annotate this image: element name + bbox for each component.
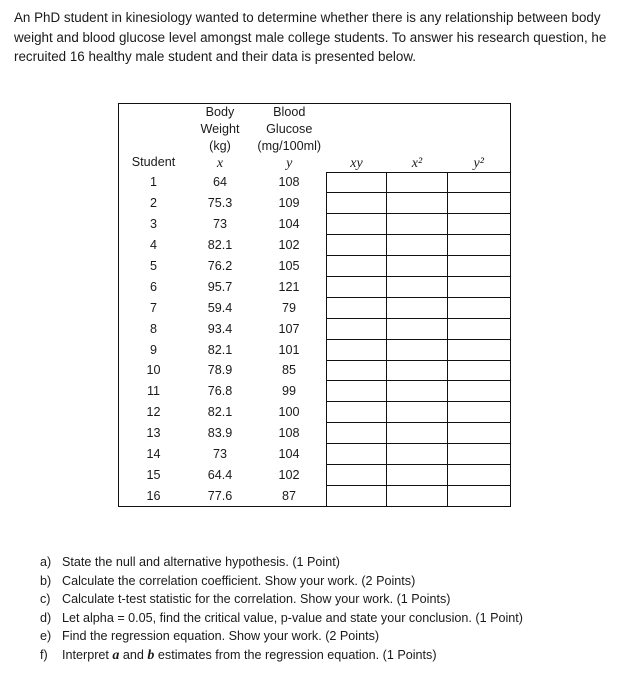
cell-xy-blank[interactable] <box>327 193 387 214</box>
cell-x2-blank[interactable] <box>387 318 448 339</box>
cell-xy-blank[interactable] <box>327 339 387 360</box>
cell-glucose: 102 <box>278 467 300 482</box>
question-d <box>40 609 523 628</box>
cell-x2-blank[interactable] <box>387 485 448 506</box>
table-row <box>119 193 511 214</box>
cell-glucose: 101 <box>278 342 300 357</box>
cell-weight: 64.4 <box>207 467 233 482</box>
header-x2-label: x² <box>411 155 423 171</box>
table-row <box>119 402 511 423</box>
cell-student: 8 <box>119 318 189 339</box>
symbol-b: b <box>147 647 155 663</box>
cell-student: 13 <box>119 423 189 444</box>
table-body <box>119 172 511 506</box>
question-b-text: Calculate the correlation coefficient. Show your work. (2 Points) <box>62 573 416 588</box>
cell-y2-blank[interactable] <box>448 318 511 339</box>
cell-weight: 59.4 <box>207 300 233 315</box>
question-f-label: f) <box>40 647 48 662</box>
symbol-a: a <box>112 647 120 663</box>
intro-line-3 <box>14 47 609 67</box>
cell-weight: 76.2 <box>207 259 233 273</box>
cell-xy-blank[interactable] <box>327 360 387 381</box>
problem-intro <box>14 8 609 67</box>
question-e-label: e) <box>40 629 52 644</box>
question-e <box>40 627 523 646</box>
question-c <box>40 590 523 609</box>
header-xy-label: xy <box>350 155 363 171</box>
cell-glucose: 105 <box>278 259 300 273</box>
table-row <box>119 276 511 297</box>
cell-y2-blank[interactable] <box>448 172 511 193</box>
header-weight <box>188 104 252 173</box>
cell-y2-blank[interactable] <box>448 193 511 214</box>
cell-student: 7 <box>119 297 189 318</box>
question-a-text: State the null and alternative hypothesis. (1 Point) <box>62 555 340 569</box>
cell-xy-blank[interactable] <box>327 256 387 277</box>
cell-weight: 64 <box>212 175 227 190</box>
cell-glucose: 109 <box>278 196 300 211</box>
cell-glucose: 87 <box>252 485 327 506</box>
cell-xy-blank[interactable] <box>327 402 387 423</box>
table-row <box>119 360 511 381</box>
header-student <box>119 104 189 173</box>
question-f-pre: Interpret <box>62 647 113 662</box>
cell-xy-blank[interactable] <box>327 235 387 256</box>
cell-student: 11 <box>119 381 189 402</box>
intro-sample-size: 16 <box>69 49 85 64</box>
cell-x2-blank[interactable] <box>387 339 448 360</box>
cell-x2-blank[interactable] <box>387 172 448 193</box>
cell-x2-blank[interactable] <box>387 297 448 318</box>
cell-weight: 83.9 <box>207 426 233 441</box>
question-e-text: Find the regression equation. Show your work. (2 Points) <box>62 629 380 644</box>
cell-glucose: 107 <box>278 321 300 336</box>
cell-y2-blank[interactable] <box>448 276 511 297</box>
cell-student: 12 <box>119 402 189 423</box>
table-row <box>119 464 511 485</box>
cell-glucose: 108 <box>278 426 300 441</box>
header-y2-label: y² <box>473 155 484 171</box>
cell-glucose: 104 <box>278 447 300 462</box>
intro-line-1: An PhD student in kinesiology wanted to determine whether there is any relationship between body <box>14 10 601 25</box>
cell-student: 2 <box>119 193 189 214</box>
intro-line-3-post: healthy male student and their data is presented below. <box>84 49 416 64</box>
cell-x2-blank[interactable] <box>387 381 448 402</box>
question-b-label: b) <box>40 573 52 588</box>
cell-weight: 95.7 <box>207 279 233 294</box>
cell-xy-blank[interactable] <box>327 276 387 297</box>
cell-xy-blank[interactable] <box>327 381 387 402</box>
cell-student: 15 <box>119 464 189 485</box>
cell-weight: 93.4 <box>207 321 233 336</box>
cell-x2-blank[interactable] <box>387 464 448 485</box>
table-row <box>119 381 511 402</box>
intro-line-3-pre: recruited <box>14 49 70 64</box>
cell-student: 14 <box>119 444 189 465</box>
cell-y2-blank[interactable] <box>448 402 511 423</box>
question-f-mid: and <box>119 647 148 662</box>
cell-y2-blank[interactable] <box>448 297 511 318</box>
question-d-label: d) <box>40 610 52 625</box>
table-row <box>119 444 511 465</box>
cell-weight: 73 <box>212 447 227 462</box>
cell-y2-blank[interactable] <box>448 214 511 235</box>
question-c-label: c) <box>40 592 51 607</box>
cell-xy-blank[interactable] <box>327 297 387 318</box>
cell-weight: 75.3 <box>207 196 233 211</box>
question-list <box>40 553 523 666</box>
cell-glucose: 79 <box>281 300 296 315</box>
data-table <box>118 103 511 507</box>
header-glucose-line3: (mg/100ml) <box>257 139 322 153</box>
question-f <box>40 646 523 666</box>
cell-glucose: 99 <box>281 384 296 399</box>
cell-y2-blank[interactable] <box>448 256 511 277</box>
cell-glucose: 108 <box>278 175 300 190</box>
header-glucose <box>252 104 327 173</box>
cell-x2-blank[interactable] <box>387 444 448 465</box>
cell-weight: 82.1 <box>207 342 233 357</box>
cell-student: 6 <box>119 276 189 297</box>
question-a <box>40 553 523 572</box>
header-glucose-line2: Glucose <box>266 122 313 136</box>
cell-xy-blank[interactable] <box>327 214 387 235</box>
cell-x2-blank[interactable] <box>387 360 448 381</box>
header-glucose-line1: Blood <box>273 105 306 119</box>
cell-weight: 82.1 <box>207 405 233 420</box>
cell-x2-blank[interactable] <box>387 256 448 277</box>
cell-y2-blank[interactable] <box>448 423 511 444</box>
cell-x2-blank[interactable] <box>387 423 448 444</box>
table-row <box>119 172 511 193</box>
cell-xy-blank[interactable] <box>327 318 387 339</box>
table-row <box>119 256 511 277</box>
header-weight-var: x <box>216 156 224 171</box>
header-glucose-var: y <box>286 156 293 171</box>
cell-y2-blank[interactable] <box>448 485 511 506</box>
cell-xy-blank[interactable] <box>327 423 387 444</box>
table-row <box>119 423 511 444</box>
cell-xy-blank[interactable] <box>327 464 387 485</box>
header-x2 <box>387 104 448 173</box>
cell-y2-blank[interactable] <box>448 444 511 465</box>
table-row <box>119 235 511 256</box>
cell-student: 10 <box>119 360 189 381</box>
cell-xy-blank[interactable] <box>327 172 387 193</box>
cell-x2-blank[interactable] <box>387 214 448 235</box>
header-weight-line3: (kg) <box>209 139 231 153</box>
question-c-text: Calculate t-test statistic for the correlation. Show your work. (1 Points) <box>62 592 451 607</box>
cell-student: 3 <box>119 214 189 235</box>
question-f-text <box>62 646 437 666</box>
question-f-post: estimates from the regression equation. (1 Points) <box>154 647 437 662</box>
cell-y2-blank[interactable] <box>448 339 511 360</box>
header-y2 <box>448 104 511 173</box>
header-xy <box>327 104 387 173</box>
cell-student: 9 <box>119 339 189 360</box>
cell-xy-blank[interactable] <box>327 444 387 465</box>
table-row <box>119 297 511 318</box>
header-weight-line2: Weight <box>200 122 240 136</box>
cell-y2-blank[interactable] <box>448 360 511 381</box>
cell-x2-blank[interactable] <box>387 193 448 214</box>
question-b <box>40 572 523 591</box>
cell-weight: 82.1 <box>207 238 233 253</box>
cell-xy-blank[interactable] <box>327 485 387 506</box>
cell-x2-blank[interactable] <box>387 276 448 297</box>
cell-weight: 77.6 <box>188 485 252 506</box>
table-row <box>119 214 511 235</box>
cell-glucose: 121 <box>278 279 300 294</box>
cell-glucose: 100 <box>278 405 300 420</box>
cell-y2-blank[interactable] <box>448 381 511 402</box>
cell-student: 1 <box>119 172 189 193</box>
cell-glucose: 85 <box>281 363 296 378</box>
cell-y2-blank[interactable] <box>448 464 511 485</box>
cell-weight: 73 <box>212 217 227 232</box>
question-d-text: Let alpha = 0.05, find the critical value, p-value and state your conclusion. (1 Point) <box>62 610 523 625</box>
question-a-label: a) <box>40 555 52 569</box>
cell-x2-blank[interactable] <box>387 402 448 423</box>
cell-glucose: 104 <box>278 217 300 232</box>
cell-weight: 76.8 <box>207 384 233 399</box>
cell-student: 4 <box>119 235 189 256</box>
table-row <box>119 339 511 360</box>
table-row <box>119 318 511 339</box>
cell-student: 16 <box>119 485 189 506</box>
cell-weight: 78.9 <box>207 363 233 378</box>
intro-line-2: weight and blood glucose level amongst male college students. To answer his research question, he <box>14 29 607 45</box>
table-header-row <box>119 104 511 173</box>
cell-y2-blank[interactable] <box>448 235 511 256</box>
cell-glucose: 102 <box>278 238 300 253</box>
cell-student: 5 <box>119 256 189 277</box>
table-row <box>119 485 511 506</box>
header-weight-line1: Body <box>205 105 235 119</box>
header-student-label: Student <box>131 155 176 169</box>
cell-x2-blank[interactable] <box>387 235 448 256</box>
